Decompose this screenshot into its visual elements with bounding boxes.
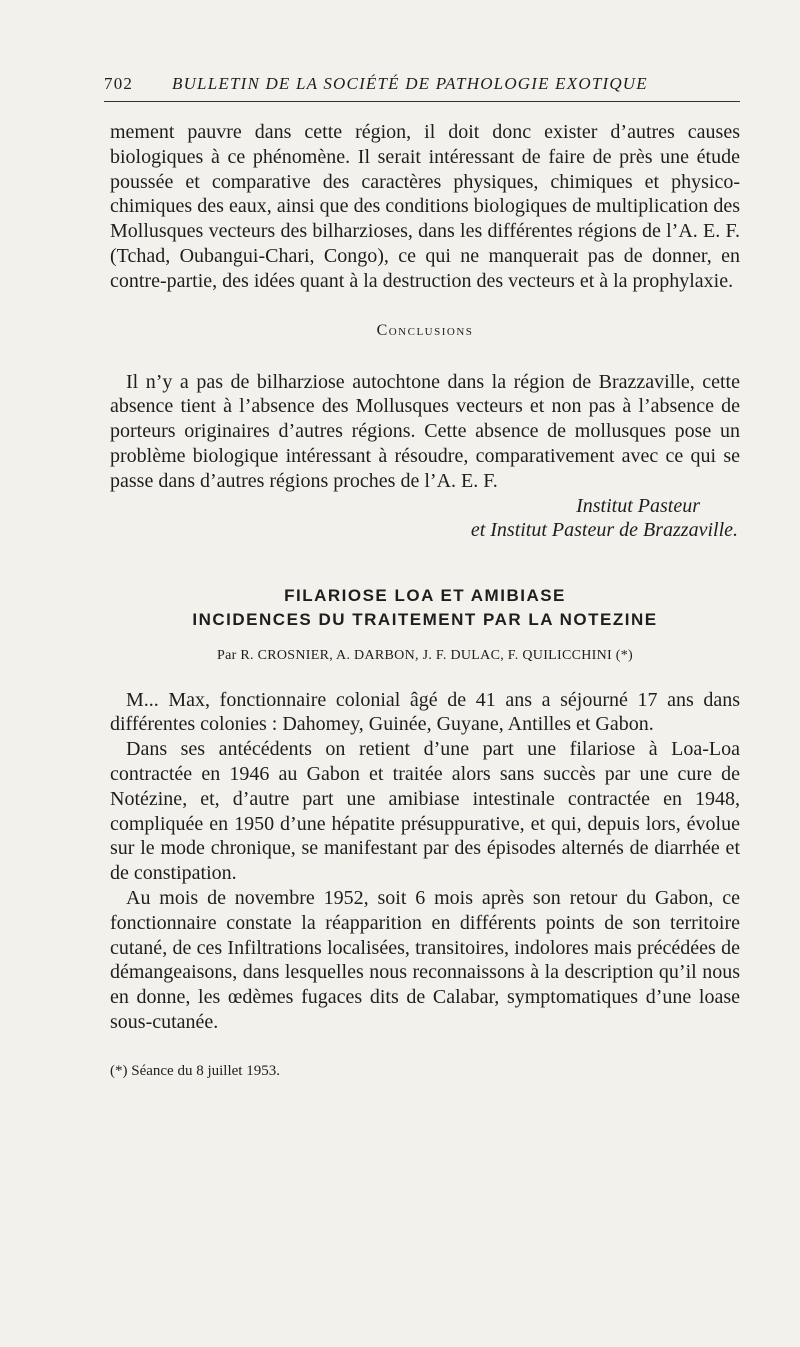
header-rule xyxy=(104,101,740,102)
footnote: (*) Séance du 8 juillet 1953. xyxy=(110,1062,280,1079)
conclusions-paragraph: Il n’y a pas de bilharziose autochtone dans la région de Brazzaville, cette absence tient à l’absence des Mollusques vecteurs et non pas à l’absence de porteurs originaires d’autres régions. Cette absence de mollusques pose un problème biologique intéressant à résoudre, comparativement avec ce qui se passe dans d’autres régions proches de l’A. E. F. xyxy=(110,370,740,492)
continuation-paragraph: mement pauvre dans cette région, il doit donc exister d’autres causes biologiques à ce phénomène. Il serait intéressant de faire de près une étude poussée et comparative des caractères physiques, chimiques et physico-chimiques des eaux, ainsi que des conditions biologiques de multiplication des Mollusques vecteurs des bilharzioses, dans les différentes régions de l’A. E. F. (Tchad, Oubangui-Chari, Congo), ce qui ne manquerait pas de donner, en contre-partie, des idées quant à la destruction des vecteurs et à la prophylaxie. xyxy=(110,121,740,292)
article-paragraph-3: Au mois de novembre 1952, soit 6 mois après son retour du Gabon, ce fonctionnaire constate la réapparition en différents points de son territoire cutané, de ces Infiltrations localisées, transitoires, indolores mais précédées de démangeaisons, dans lesquelles nous reconnaissons à la description qu’il nous en donne, les œdèmes fugaces dits de Calabar, symptomatiques d’une loase sous-cutanée. xyxy=(110,886,740,1033)
signature-line-2: et Institut Pasteur de Brazzaville. xyxy=(470,518,738,541)
document-page xyxy=(104,0,740,1347)
article-authors: Par R. CROSNIER, A. DARBON, J. F. DULAC, F. QUILICCHINI (*) xyxy=(216,647,634,663)
signature-line-1: Institut Pasteur xyxy=(576,494,700,517)
article-paragraph-2: Dans ses antécédents on retient d’une part une filariose à Loa-Loa contractée en 1946 au Gabon et traitée alors sans succès par une cure de Notézine, et, d’autre part une amibiase intestinale contractée en 1948, compliquée en 1950 d’une hépatite présuppurative, et qui, depuis lors, évolue sur le mode chronique, se manifestant par des épisodes alternés de diarrhée et de constipation. xyxy=(110,738,740,885)
article-title-line-2: INCIDENCES DU TRAITEMENT PAR LA NOTEZINE xyxy=(192,609,658,629)
page-number: 702 xyxy=(104,74,134,93)
conclusions-heading: Conclusions xyxy=(376,321,474,339)
article-title xyxy=(110,584,740,632)
article-title-line-1: FILARIOSE LOA ET AMIBIASE xyxy=(284,585,566,605)
running-title: BULLETIN DE LA SOCIÉTÉ DE PATHOLOGIE EXOTIQUE xyxy=(172,74,648,93)
article-paragraph-1: M... Max, fonctionnaire colonial âgé de 41 ans a séjourné 17 ans dans différentes colonies : Dahomey, Guinée, Guyane, Antilles et Gabon. xyxy=(110,688,740,736)
page-body xyxy=(110,120,740,1080)
